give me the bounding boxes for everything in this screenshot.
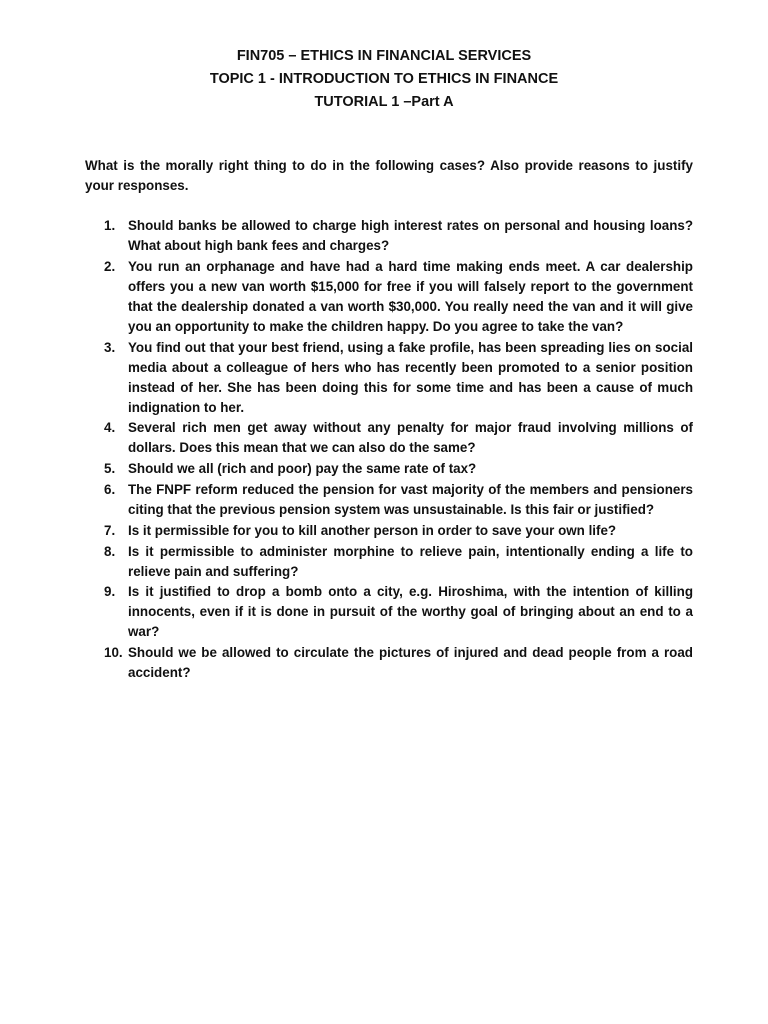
question-text: Several rich men get away without any penalty for major fraud involving millions of dollars. Does this mean that we can also do the same? [128,420,693,456]
topic-title: TOPIC 1 - INTRODUCTION TO ETHICS IN FINANCE [209,71,559,87]
question-item [85,643,693,683]
question-number: 4. [104,420,116,436]
question-item [85,338,693,418]
question-item [85,521,693,541]
question-text: You run an orphanage and have had a hard time making ends meet. A car dealership offers you a new van worth $15,000 for free if you will falsely report to the government that the dealership donated a van worth $30,000. You really need the van and it will give you an opportunity to make the children happy. Do you agree to take the van? [128,258,693,334]
question-number: 9. [104,584,116,600]
question-number: 6. [104,481,116,497]
question-number: 2. [104,258,116,274]
question-number: 5. [104,461,116,477]
question-text: Should we be allowed to circulate the pictures of injured and dead people from a road accident? [128,645,693,681]
question-text: Is it permissible for you to kill another person in order to save your own life? [128,522,617,538]
question-number: 10. [104,645,123,661]
document-header [0,45,768,114]
question-number: 1. [104,218,116,233]
question-item [85,582,693,642]
question-number: 3. [104,339,116,355]
question-text: Is it permissible to administer morphine to relieve pain, intentionally ending a life to relieve pain and suffering? [128,543,693,579]
question-item [85,459,693,479]
instructions-paragraph: What is the morally right thing to do in the following cases? Also provide reasons to justify your responses. [85,158,693,193]
question-text: The FNPF reform reduced the pension for vast majority of the members and pensioners citing that the previous pension system was unsustainable. Is this fair or justified? [128,481,693,517]
question-item [85,480,693,520]
question-item [85,216,693,256]
question-item [85,257,693,337]
question-item [85,418,693,458]
question-text: You find out that your best friend, using a fake profile, has been spreading lies on social media about a colleague of hers who has recently been promoted to a senior position instead of her. She has been doing this for some time and has been a cause of much indignation to her. [128,339,693,415]
question-text: Should banks be allowed to charge high interest rates on personal and housing loans? What about high bank fees and charges? [128,218,693,253]
question-text: Is it justified to drop a bomb onto a city, e.g. Hiroshima, with the intention of killing innocents, even if it is done in pursuit of the worthy goal of bringing about an end to a war? [128,584,693,640]
tutorial-title: TUTORIAL 1 –Part A [314,94,454,110]
course-title: FIN705 – ETHICS IN FINANCIAL SERVICES [236,48,532,64]
question-number: 8. [104,543,116,559]
question-list [85,216,693,684]
question-number: 7. [104,522,116,538]
question-text: Should we all (rich and poor) pay the same rate of tax? [128,461,477,477]
question-item [85,542,693,582]
